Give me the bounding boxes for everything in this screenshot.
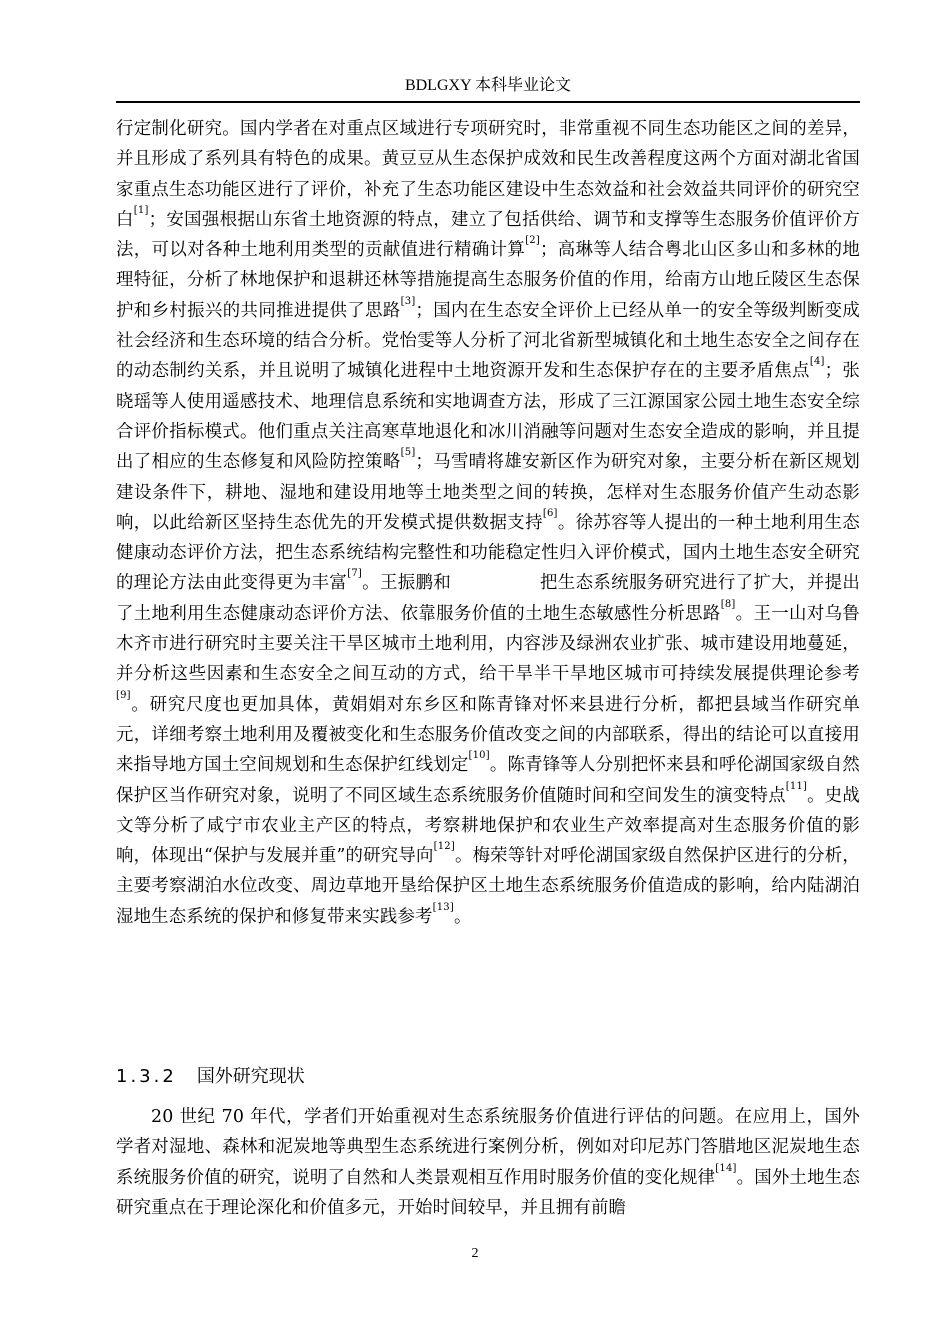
body-text-foreign [116,1102,860,1223]
sentence: ；安国强根据山东省土地资源的特点，建立了包括供给、调节和支撑等生态服务价值评价方法，可以对各种土地利用类型的贡献值进行精确计算 [116,209,860,261]
sentence: 。史战文等分析了咸宁市农业主产区的特点，考察耕地保护和农业生产效率提高对生态服务价值的影响，体现出“保护与发展并重”的研究导向 [116,785,860,867]
sentence: 20 世纪 70 年代，学者们开始重视对生态系统服务价值进行评估的问题。在应用上，国外学者对湿地、森林和泥炭地等典型生态系统进行案例分析，例如对印尼苏门答腊地区泥炭地生态系统服务价值的研究，说明了自然和人类景观相互作用时服务价值的变化规律 [116,1107,860,1188]
paragraph-domestic-research [116,114,860,932]
citation: [2] [525,235,540,247]
body-text [116,114,860,932]
sentence: 。王振鹏和 把生态系统服务研究进行了扩大，并提出了土地利用生态健康动态评价方法、依靠服务价值的土地生态敏感性分析思路 [116,573,860,624]
section-heading [116,1062,860,1092]
header-rule [116,101,860,103]
citation: [14] [715,1162,737,1174]
citation: [3] [400,295,416,307]
citation: [1] [133,204,149,216]
citation: [11] [785,780,808,792]
citation: [13] [432,901,454,913]
page-number: 2 [471,1246,479,1261]
sentence: 。研究尺度也更加具体，黄娟娟对东乡区和陈青锋对怀来县进行分析，都把县域当作研究单元，详细考察土地利用及覆被变化和生态服务价值改变之间的内部联系，得出的结论可以直接用来指导地方国土空间规划和生态保护红线划定 [116,694,860,776]
section-number: 1.3.2 [116,1066,177,1087]
sentence: 。陈青锋等人分别把怀来县和呼伦湖国家级自然保护区当作研究对象，说明了不同区域生态系统服务价值随时间和空间发生的演变特点 [116,755,860,806]
section-title: 国外研究现状 [196,1066,305,1087]
citation: [4] [809,356,825,368]
sentence: 。梅荣等针对呼伦湖国家级自然保护区进行的分析，主要考察湖泊水位改变、周边草地开垦给保护区土地生态系统服务价值造成的影响，给内陆湖泊湿地生态系统的保护和修复带来实践参考 [116,846,860,927]
citation: [12] [433,841,455,853]
sentence: 。王一山对乌鲁木齐市进行研究时主要关注干旱区城市土地利用，内容涉及绿洲农业扩张、城市建设用地蔓延，并分析这些因素和生态安全之间互动的方式，给干旱半干旱地区城市可持续发展提供理论参考 [116,603,860,685]
citation: [8] [720,598,736,610]
citation: [6] [542,507,558,519]
citation: [7] [347,568,362,580]
sentence: 。国外土地生态研究重点在于理论深化和价值多元，开始时间较早，并且拥有前瞻 [116,1167,860,1218]
sentence: ；高琳等人结合粤北山区多山和多林的地理特征，分析了林地保护和退耕还林等措施提高生态服务价值的作用，给南方山地丘陵区生态保护和乡村振兴的共同推进提供了思路 [116,240,860,321]
sentence: ；张晓瑶等人使用遥感技术、地理信息系统和实地调查方法，形成了三江源国家公园土地生态安全综合评价指标模式。他们重点关注高寒草地退化和冰川消融等问题对生态安全造成的影响，并且提出了相应的生态修复和风险防控策略 [116,361,860,473]
citation: [5] [400,447,416,459]
citation: [9] [116,689,131,701]
running-header: BDLGXY 本科毕业论文 [404,77,572,94]
sentence: ；马雪晴将雄安新区作为研究对象，主要分析在新区规划建设条件下，耕地、湿地和建设用地等土地类型之间的转换，怎样对生态服务价值产生动态影响，以此给新区坚持生态优先的开发模式提供数据支持 [116,452,860,533]
sentence: ；国内在生态安全评价上已经从单一的安全等级判断变成社会经济和生态环境的结合分析。党怡雯等人分析了河北省新型城镇化和土地生态安全之间存在的动态制约关系，并且说明了城镇化进程中土地资源开发和生态保护存在的主要矛盾焦点 [116,300,860,382]
paragraph-foreign-research [116,1102,860,1223]
sentence: 行定制化研究。国内学者在对重点区域进行专项研究时，非常重视不同生态功能区之间的差异，并且形成了系列具有特色的成果。黄豆豆从生态保护成效和民生改善程度这两个方面对湖北省国家重点生态功能区进行了评价，补充了生态功能区建设中生态效益和社会效益共同评价的研究空白 [116,119,860,230]
sentence: 。徐苏容等人提出的一种土地利用生态健康动态评价方法，把生态系统结构完整性和功能稳定性归入评价模式，国内土地生态安全研究的理论方法由此变得更为丰富 [116,512,861,594]
citation: [10] [468,750,490,762]
sentence: 。 [453,906,472,927]
